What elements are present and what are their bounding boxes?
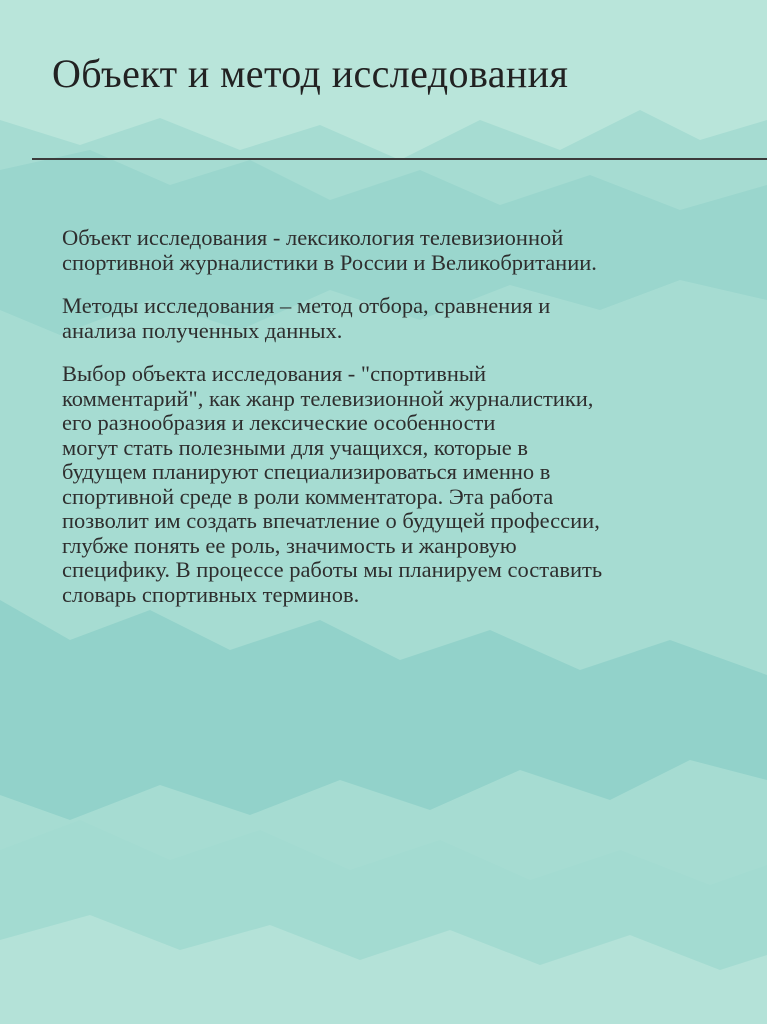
text-line: комментарий", как жанр телевизионной журналистики, xyxy=(62,385,594,411)
text-line: могут стать полезными для учащихся, которые в xyxy=(62,434,528,460)
text-line: будущем планируют специализироваться именно в xyxy=(62,459,551,484)
slide-title: Объект и метод исследования xyxy=(52,51,569,96)
text-line: Объект исследования - лексикология телевизионной xyxy=(62,225,564,250)
text-line: спортивной журналистики в России и Великобритании. xyxy=(62,249,597,275)
text-line: анализа полученных данных. xyxy=(62,317,343,343)
text-line: глубже понять ее роль, значимость и жанровую xyxy=(62,532,517,558)
paragraph-object xyxy=(62,226,752,275)
paragraph-methods xyxy=(62,294,752,343)
text-line: словарь спортивных терминов. xyxy=(62,581,360,607)
paragraph-rationale xyxy=(62,362,752,607)
slide-body xyxy=(62,226,752,626)
title-divider xyxy=(32,158,767,160)
text-line: спортивной среде в роли комментатора. Эта работа xyxy=(62,483,554,509)
text-line: Выбор объекта исследования - "спортивный xyxy=(62,361,487,386)
text-line: позволит им создать впечатление о будущей профессии, xyxy=(62,508,600,533)
text-line: его разнообразия и лексические особенности xyxy=(62,410,496,435)
text-line: Методы исследования – метод отбора, сравнения и xyxy=(62,293,551,318)
text-line: специфику. В процессе работы мы планируем составить xyxy=(62,557,603,582)
